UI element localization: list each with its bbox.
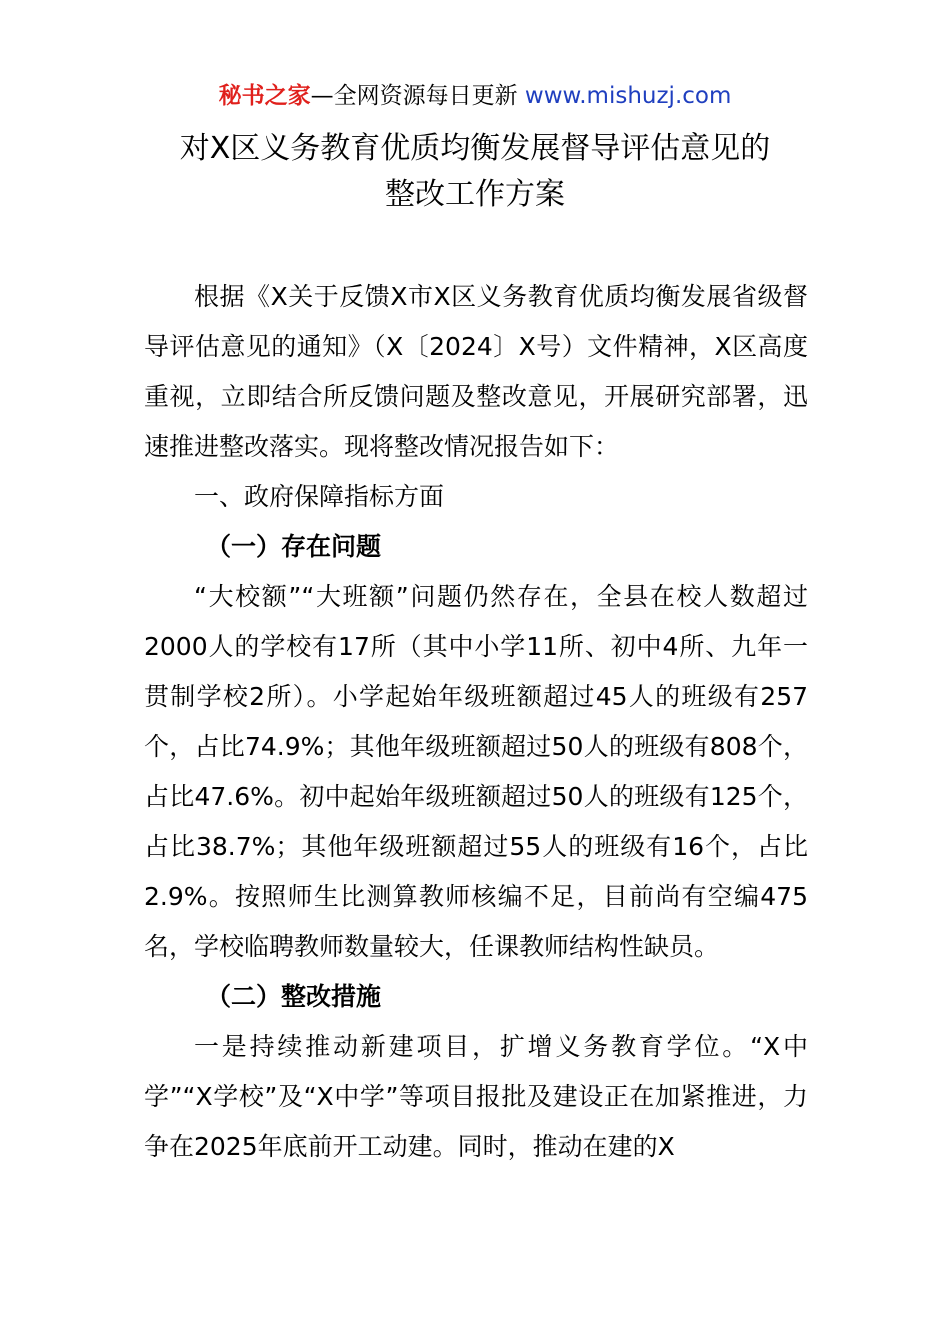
site-header (0, 80, 950, 112)
title-line-1: 对X区义务教育优质均衡发展督导评估意见的 (179, 131, 771, 166)
section-heading: 一、政府保障指标方面 (194, 482, 445, 511)
header-tagline: —全网资源每日更新 (310, 83, 525, 109)
document-title (0, 126, 950, 218)
problems-paragraph: “大校额”“大班额”问题仍然存在，全县在校人数超过2000人的学校有17所（其中小学11所、初中4所、九年一贯制学校2所）。小学起始年级班额超过45人的班级有257个，占比74.9%；其他年级班额超过50人的班级有808个，占比47.6%。初中起始年级班额超过50人的班级有125个，占比38.7%；其他年级班额超过55人的班级有16个，占比2.9%。按照师生比测算教师核编不足，目前尚有空编475名，学校临聘教师数量较大，任课教师结构性缺员。 (144, 582, 808, 961)
subheading-measures: （二）整改措施 (206, 982, 382, 1011)
document-body (144, 272, 808, 1172)
subheading-problems: （一）存在问题 (206, 532, 382, 561)
measures-paragraph: 一是持续推动新建项目，扩增义务教育学位。“X中学”“X学校”及“X中学”等项目报批及建设正在加紧推进，力争在2025年底前开工动建。同时，推动在建的X (144, 1032, 808, 1161)
intro-paragraph: 根据《X关于反馈X市X区义务教育优质均衡发展省级督导评估意见的通知》（X〔2024〕X号）文件精神，X区高度重视，立即结合所反馈问题及整改意见，开展研究部署，迅速推进整改落实。现将整改情况报告如下： (144, 282, 808, 461)
brand-name: 秘书之家 (218, 83, 311, 109)
title-line-2: 整改工作方案 (385, 177, 565, 212)
site-url-link[interactable]: www.mishuzj.com (524, 83, 732, 109)
